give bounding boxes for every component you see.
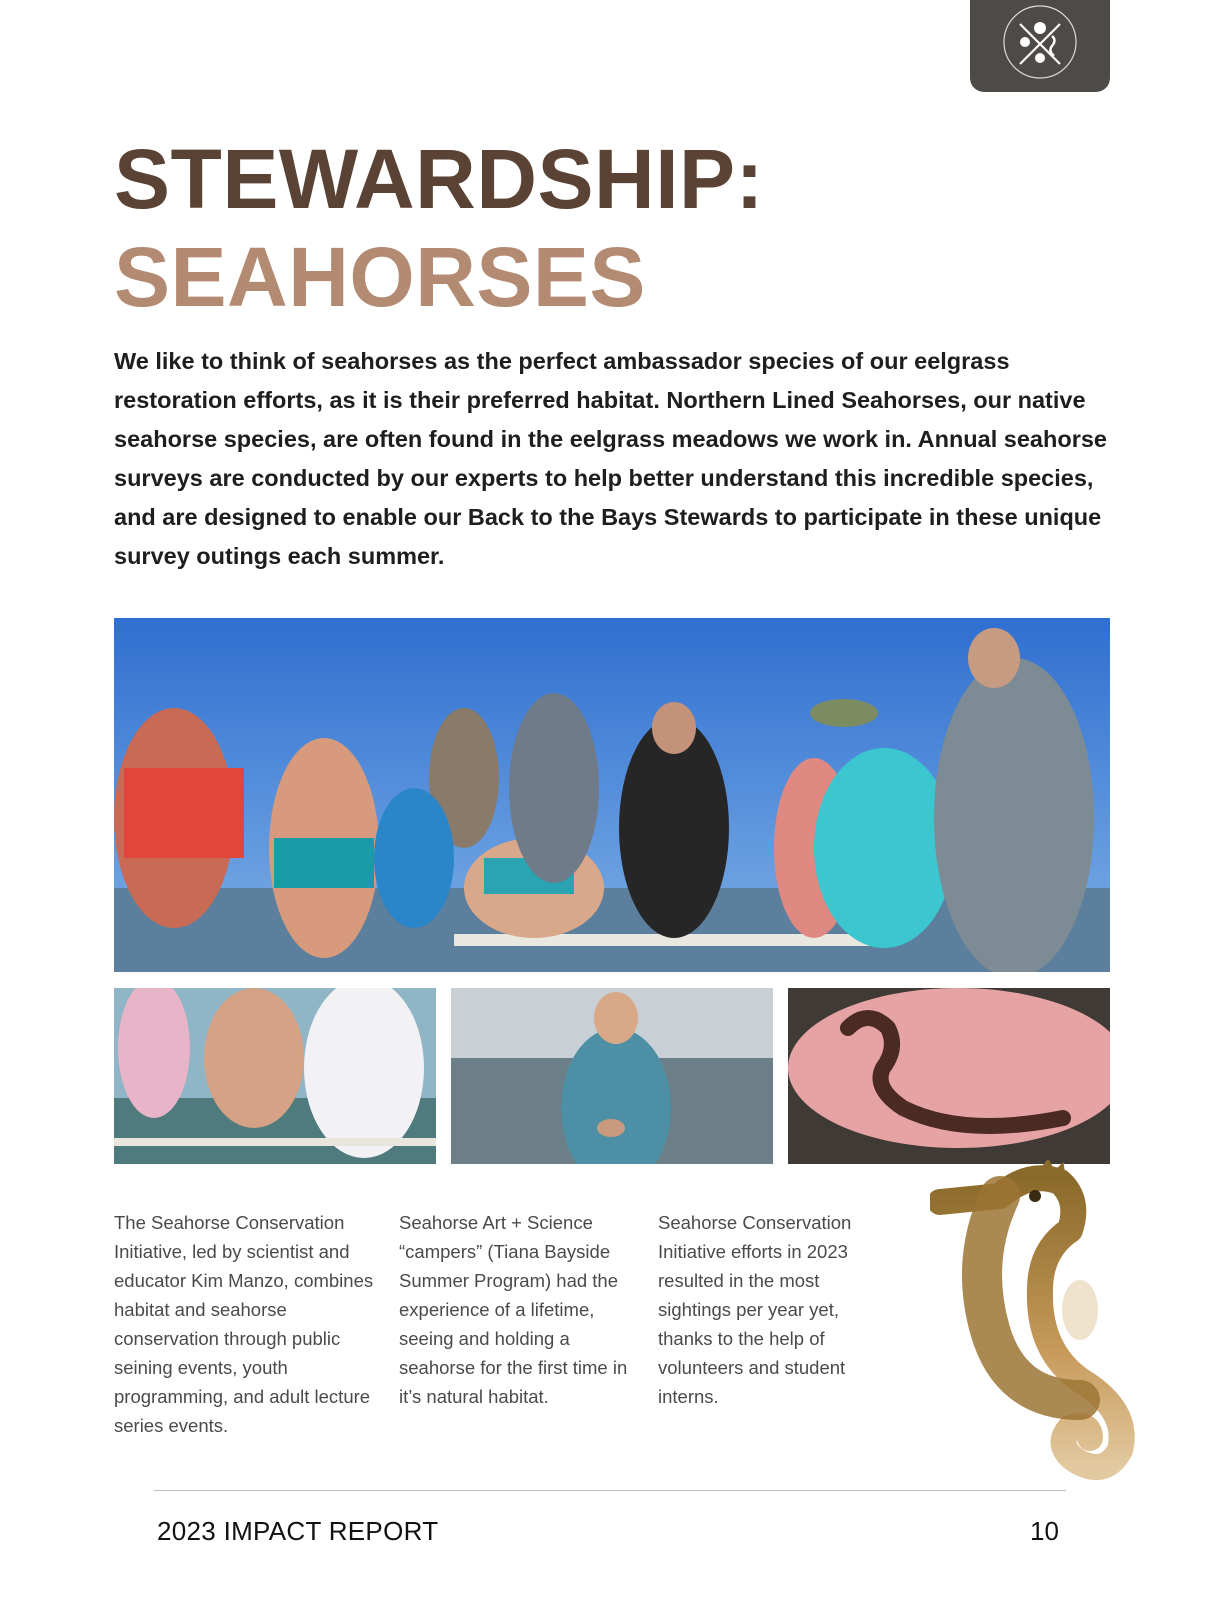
caption-1: The Seahorse Conservation Initiative, led by scientist and educator Kim Manzo, combines habitat and seahorse conservation through public seining events, youth programming, and adult lecture series events. bbox=[114, 1212, 374, 1436]
intro-paragraph: We like to think of seahorses as the perfect ambassador species of our eelgrass restoration efforts, as it is their preferred habitat. Northern Lined Seahorses, our native seahorse species, are often found in the eelgrass meadows we work in. Annual seahorse surveys are conducted by our experts to help better understand this incredible species, and are designed to enable our Back to the Bays Stewards to participate in these unique survey outings each summer. bbox=[114, 348, 1107, 569]
page-number: 10 bbox=[1030, 1516, 1059, 1546]
back-to-the-bays-logo bbox=[970, 0, 1110, 92]
title-line-1: STEWARDSHIP: bbox=[114, 132, 765, 226]
caption-2: Seahorse Art + Science “campers” (Tiana Bayside Summer Program) had the experience of a lifetime, seeing and holding a seahorse for the first time in it’s natural habitat. bbox=[399, 1212, 628, 1407]
group-seining-photo bbox=[114, 618, 1110, 972]
steward-holding-seahorse-photo bbox=[451, 988, 773, 1164]
children-seining-photo bbox=[114, 988, 436, 1164]
back-to-the-bays-logo-icon bbox=[990, 0, 1090, 90]
footer-divider bbox=[154, 1490, 1066, 1491]
page-title bbox=[114, 130, 764, 326]
seahorse-in-hand-photo bbox=[788, 988, 1110, 1164]
caption-3: Seahorse Conservation Initiative efforts in 2023 resulted in the most sightings per year yet, thanks to the help of volunteers and student interns. bbox=[658, 1212, 852, 1407]
seahorse-illustration bbox=[930, 1160, 1180, 1480]
title-line-2: SEAHORSES bbox=[114, 230, 646, 324]
footer-report-title: 2023 IMPACT REPORT bbox=[157, 1516, 439, 1546]
